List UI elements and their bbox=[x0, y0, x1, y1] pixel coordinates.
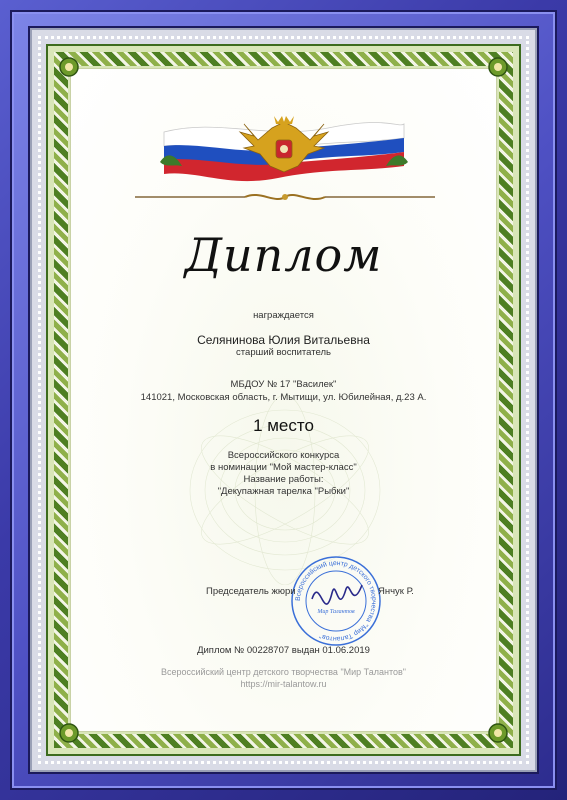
footer-organization: Всероссийский центр детского творчества "Мир Талантов" bbox=[160, 667, 406, 677]
jury-chair-label: Председатель жюри bbox=[206, 586, 296, 597]
corner-ornament-icon bbox=[58, 56, 80, 78]
jury-chair-name: Янчук Р. bbox=[378, 586, 414, 597]
contest-line-1: Всероссийского конкурса bbox=[227, 450, 340, 461]
footer-website: https://mir-talantow.ru bbox=[240, 679, 327, 689]
contest-nomination: в номинации "Мой мастер-класс" bbox=[210, 462, 357, 473]
organization-name: МБДОУ № 17 "Василек" bbox=[230, 379, 337, 390]
svg-text:Мир Талантов: Мир Талантов bbox=[317, 609, 355, 615]
diploma-number: Диплом № 00228707 выдан 01.06.2019 bbox=[197, 645, 370, 656]
corner-ornament-icon bbox=[58, 722, 80, 744]
organization-address: 141021, Московская область, г. Мытищи, ул. Юбилейная, д.23 А. bbox=[140, 392, 427, 403]
round-seal-stamp-icon bbox=[290, 555, 382, 647]
diploma-title: Диплом bbox=[184, 228, 383, 282]
work-title: "Декупажная тарелка "Рыбки" bbox=[217, 486, 350, 497]
recipient-name: Селянинова Юлия Витальевна bbox=[197, 333, 370, 347]
corner-ornament-icon bbox=[487, 56, 509, 78]
svg-text:Всероссийский центр детского т: Всероссийский центр детского творчества "Мир Талантов" bbox=[294, 559, 378, 643]
recipient-position: старший воспитатель bbox=[236, 347, 331, 358]
work-label: Название работы: bbox=[243, 474, 324, 485]
ornamental-divider-icon bbox=[135, 190, 435, 204]
corner-ornament-icon bbox=[487, 722, 509, 744]
russian-flag-emblem-icon bbox=[158, 110, 410, 182]
place-award: 1 место bbox=[253, 416, 314, 435]
awarded-label: награждается bbox=[253, 310, 314, 321]
